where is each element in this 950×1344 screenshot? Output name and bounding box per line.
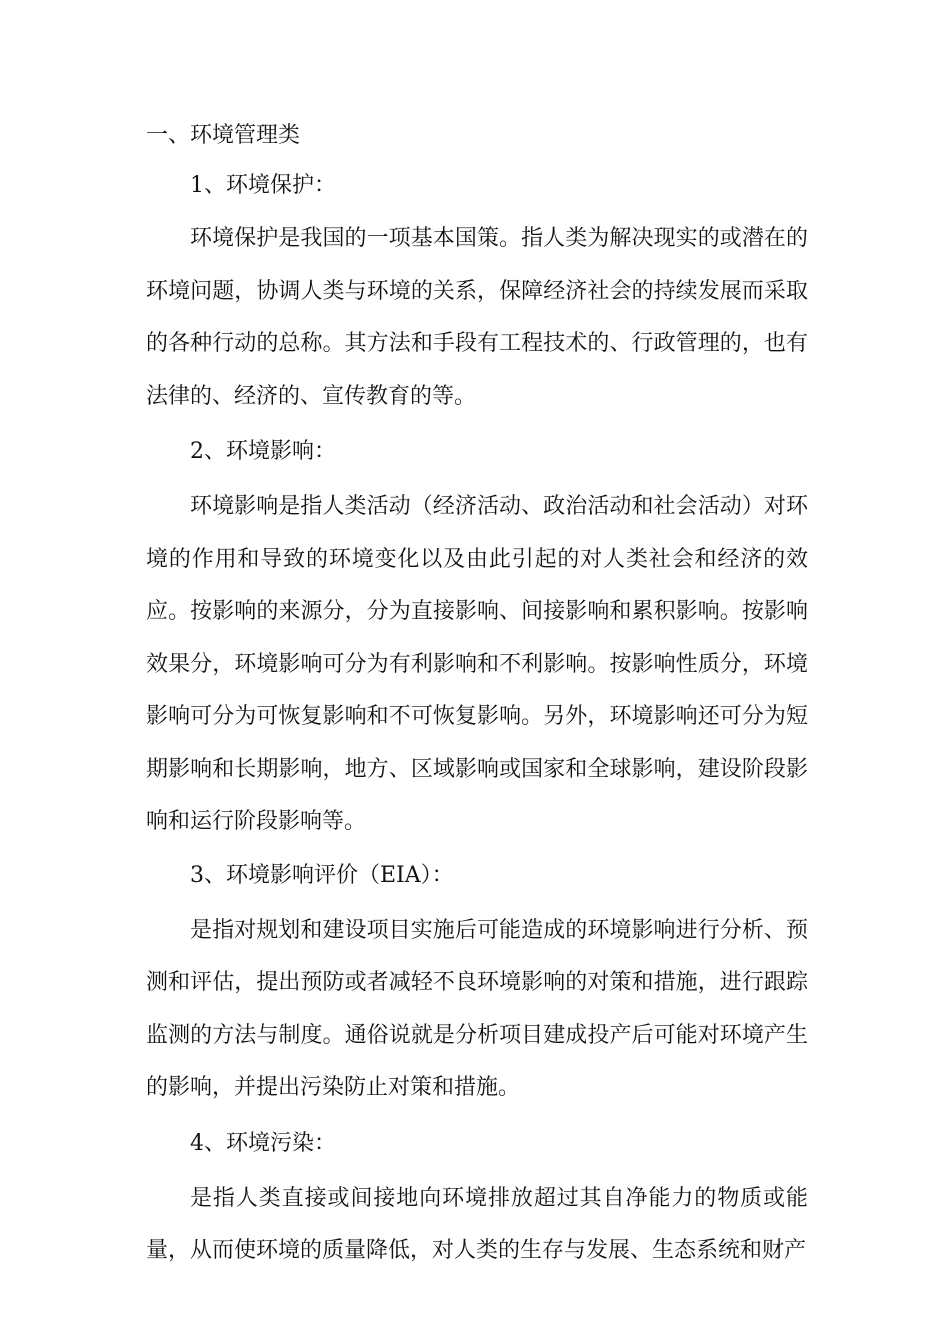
item-heading-environmental-impact: 2、环境影响： bbox=[190, 439, 336, 464]
section-title: 一、环境管理类 bbox=[146, 123, 301, 148]
item-body-environmental-protection: 环境保护是我国的一项基本国策。指人类为解决现实的或潜在的环境问题，协调人类与环境的关系，保障经济社会的持续发展而采取的各种行动的总称。其方法和手段有工程技术的、行政管理的，也有法律的、经济的、宣传教育的等。 bbox=[146, 226, 808, 409]
document-page bbox=[146, 113, 808, 1278]
item-body-eia: 是指对规划和建设项目实施后可能造成的环境影响进行分析、预测和评估，提出预防或者减轻不良环境影响的对策和措施，进行跟踪监测的方法与制度。通俗说就是分析项目建成投产后可能对环境产生的影响，并提出污染防止对策和措施。 bbox=[146, 917, 808, 1100]
item-heading-environmental-protection: 1、环境保护： bbox=[190, 173, 336, 198]
item-body-environmental-impact: 环境影响是指人类活动（经济活动、政治活动和社会活动）对环境的作用和导致的环境变化以及由此引起的对人类社会和经济的效应。按影响的来源分，分为直接影响、间接影响和累积影响。按影响效果分，环境影响可分为有利影响和不利影响。按影响性质分，环境影响可分为可恢复影响和不可恢复影响。另外，环境影响还可分为短期影响和长期影响，地方、区域影响或国家和全球影响，建设阶段影响和运行阶段影响等。 bbox=[146, 494, 808, 834]
item-heading-eia: 3、环境影响评价（EIA）： bbox=[190, 862, 454, 888]
item-heading-environmental-pollution: 4、环境污染： bbox=[190, 1130, 336, 1156]
item-body-environmental-pollution: 是指人类直接或间接地向环境排放超过其自净能力的物质或能量，从而使环境的质量降低，对人类的生存与发展、生态系统和财产 bbox=[146, 1185, 808, 1263]
